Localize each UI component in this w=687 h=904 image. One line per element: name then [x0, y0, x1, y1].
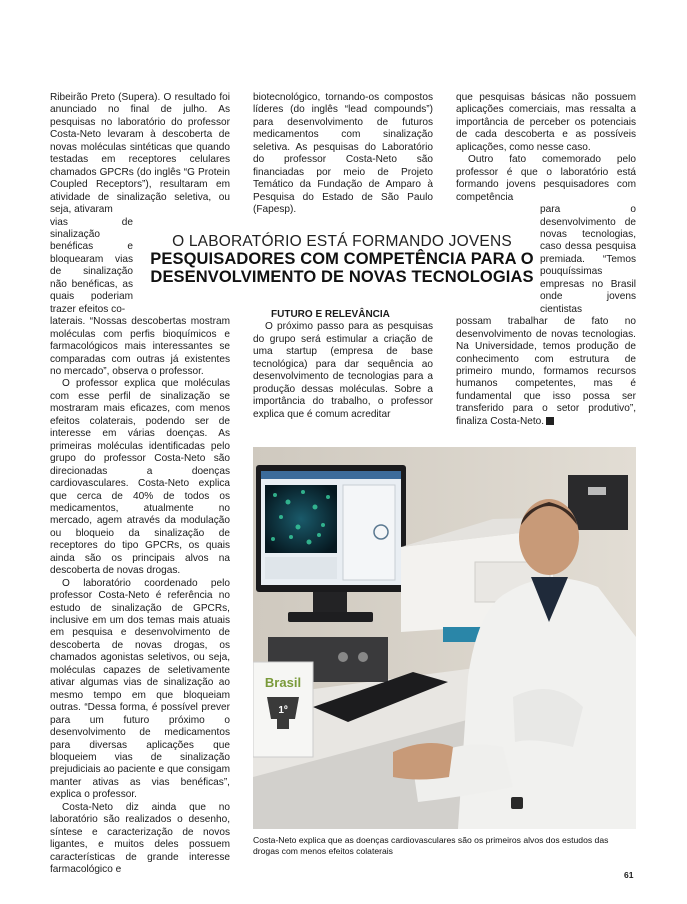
column-2-section: [253, 309, 433, 421]
paragraph: Costa-Neto diz ainda que no laboratório são realizados o desenho, síntese e caracterização de novos ligantes, e muitos deles possuem características de grande interesse farmacológico e: [50, 801, 230, 876]
paragraph-wrap: para o desenvolvimento de novas tecnologias, caso dessa pesquisa premiada. “Temos pouquíssimas empresas no Brasil onde jovens cientistas: [540, 204, 636, 315]
paragraph: O professor explica que moléculas com esse perfil de sinalização se mostraram mais eficazes, com menos efeitos colaterais, podendo ser de interesse em várias doenças. As primeiras moléculas identificadas pelo grupo do professor Costa-Neto são direcionadas a doenças cardiovasculares. Costa-Neto explica que cerca de 40% de todos os medicamentos, atualmente no mercado, agem através da modulação ou bloqueio da sinalização de receptores do tipo GPCRs, os quais ainda são os principais alvos na descoberta de novas drogas.: [50, 378, 230, 577]
paragraph: O próximo passo para as pesquisas do grupo será estimular a criação de uma startup (empresa de base tecnológica) para dar sequência ao desenvolvimento de tecnologias para a produção dessas moléculas. Sobre a importância do trabalho, o professor explica que é comum acreditar: [253, 321, 433, 420]
page-number: 61: [624, 870, 634, 880]
paragraph: O laboratório coordenado pelo professor Costa-Neto é referência no estudo de sinalização de GPCRs, inclusive em um dos temas mais atuais em pesquisa e desenvolvimento de descoberta de novas drogas, os chamados agonistas seletivos, ou seja, moléculas capazes de seletivamente ativar algumas vias de sinalização ao mesmo tempo em que bloqueiam outras. “Dessa forma, é possível prever para um futuro próximo o desenvolvimento de medicamentos para diversas aplicações que bloqueiem vias de sinalização prejudiciais ao paciente e que consigam manter ativas as vias benéficas”, explica o professor.: [50, 577, 230, 801]
photo: [253, 447, 636, 829]
paragraph: Ribeirão Preto (Supera). O resultado foi anunciado no final de julho. As pesquisas no laboratório do professor Costa-Neto levaram à descoberta de novas moléculas sintéticas que quando testadas em receptores celulares chamados GPCRs (do inglês “G Protein Coupled Receptors”), resultaram em atividade de sinalização seletiva, ou seja, ativaram: [50, 92, 230, 216]
paragraph: que pesquisas básicas não possuem aplicações comerciais, mas ressalta a importância de perceber os potenciais de cada descoberta e as possíveis aplicações, como nesse caso.: [456, 92, 636, 153]
trophy-place: 1º: [278, 705, 288, 716]
paragraph: [456, 316, 636, 428]
paragraph: biotecnológico, tornando-os compostos líderes (do inglês “lead compounds”) para desenvolvimento de futuros medicamentos com sinalização seletiva. As pesquisas do Laboratório do professor Costa-Neto são financiadas por meio de Projeto Temático da Fundação de Amparo à Pesquisa do Estado de São Paulo (Fapesp).: [253, 92, 433, 216]
paragraph-wrap: vias de sinalização benéficas e bloquearam vias de sinalização não benéficas, as quais poderiam trazer efeitos co-: [50, 216, 133, 315]
column-2: [253, 92, 433, 217]
paragraph: Outro fato comemorado pelo professor é que o laboratório está formando jovens pesquisadores com competência: [456, 154, 636, 203]
paragraph: laterais. “Nossas descobertas mostram moléculas com perfis bioquímicos e farmacológicos mais interessantes se comparadas com outras já existentes no mercado”, observa o professor.: [50, 316, 230, 377]
trophy-label: Brasil: [264, 675, 302, 690]
pull-quote-line: O LABORATÓRIO ESTÁ FORMANDO JOVENS: [172, 233, 512, 250]
section-heading: FUTURO E RELEVÂNCIA: [271, 309, 390, 320]
lab-photo-illustration: [253, 447, 636, 829]
column-1: [50, 92, 230, 877]
paragraph-text: possam trabalhar de fato no desenvolvimento de novas tecnologias. Na Universidade, temos produção de conhecimento com estrutura de primeiro mundo, formamos recursos humanos competentes, mas é fundamental que isso possa ser transferido para o setor produtivo”, finaliza Costa-Neto.: [456, 316, 636, 427]
pull-quote-line: DESENVOLVIMENTO DE NOVAS TECNOLOGIAS: [150, 267, 534, 286]
photo-caption: Costa-Neto explica que as doenças cardiovasculares são os primeiros alvos dos estudos das drogas com menos efeitos colaterais: [253, 835, 609, 856]
pull-quote: [150, 233, 534, 286]
pull-quote-line: PESQUISADORES COM COMPETÊNCIA PARA O: [150, 250, 534, 268]
end-mark-icon: [546, 417, 554, 425]
